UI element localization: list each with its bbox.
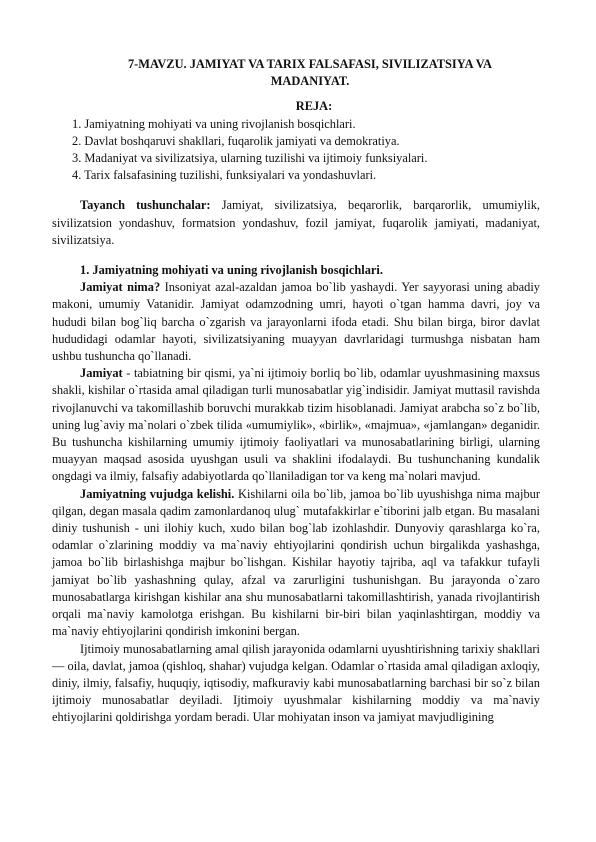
title-line-2: MADANIYAT. — [270, 74, 350, 89]
paragraph-lead: Jamiyatning vujudga kelishi. — [80, 486, 235, 501]
paragraph-lead: Jamiyat nima? — [80, 280, 161, 295]
section-heading: 1. Jamiyatning mohiyati va uning rivojlanish bosqichlari. — [80, 263, 383, 278]
plan-item: 2. Davlat boshqaruvi shakllari, fuqarolik jamiyati va demokratiya. — [72, 133, 400, 148]
paragraph-text: Insoniyat azal-azaldan jamoa bo`lib yashaydi. Yer sayyorasi uning abadiy makoni, umumiy Vatanidir. Jamiyat odamzodning umri, hayoti o`tgan hamma davri, joy va hududi bilan bog`liq barcha o`zgarish va jarayonlarni ifoda etadi. Shu bilan birga, biror davlat hududidagi odamlar hayoti, sivilizatsiyaning muayyan davrlaridagi turmushga nisbatan ham ushbu tushuncha qo`llanadi. — [52, 280, 540, 364]
paragraph: Ijtimoiy munosabatlarning amal qilish jarayonida odamlarni uyushtirishning tarixiy shakllari — oila, davlat, jamoa (qishloq, shahar) vujudga kelgan. Odamlar o`rtasida amal qiladigan axloqiy, diniy, ilmiy, falsafiy, huquqiy, iqtisodiy, mafkuraviy kabi munosabatlarning barchasi bir so`z bilan ijtimoiy munosabatlar deyiladi. Ijtimoiy uyushmalar kishilarning moddiy va ma`naviy ehtiyojlarini qoldirishga yordam beradi. Ular mohiyatan inson va jamiyat mavjudligining — [52, 641, 540, 725]
paragraph-lead: Jamiyat — [80, 366, 123, 381]
plan-item: 4. Tarix falsafasining tuzilishi, funksiyalari va yondashuvlari. — [72, 168, 377, 183]
paragraph — [52, 365, 540, 485]
paragraph — [52, 486, 540, 641]
key-concepts-text: Jamiyat, sivilizatsiya, beqarorlik, barqarorlik, umumiylik, sivilizatsion yondashuv, formatsion yondashuv, fozil jamiyat, fuqarolik jamiyati, madaniyat, sivilizatsiya. — [52, 198, 540, 247]
paragraph-text: - tabiatning bir qismi, ya`ni ijtimoiy borliq bo`lib, odamlar uyushmasining maxsus shakli, kishilar o`rtasida amal qiladigan turli munosabatlar yig`indisidir. Jamiyat muttasil ravishda rivojlanuvchi va takomillashib boruvchi murakkab tizim hisoblanadi. Jamiyat arabcha so`z bo`lib, uning lug`aviy ma`nolari o`zbek tilida «umumiylik», «birlik», «majmua», «jamlangan» deganidir. Bu tushuncha kishilarning umumiy ijtimoiy faoliyatlari va munosabatlarining birligi, ularning muayyan maqsad asosida uyushgan usuli va shaklini ifodalaydi. Bu tushunchaning kundalik ongdagi va ilmiy, falsafiy adabiyotlarda qo`llaniladigan tor va keng ma`nolari mavjud. — [52, 366, 540, 484]
page-title — [80, 56, 540, 90]
title-line-1: 7-MAVZU. JAMIYAT VA TARIX FALSAFASI, SIVILIZATSIYA VA — [127, 57, 493, 71]
plan-list — [72, 116, 540, 185]
key-concepts-label: Tayanch tushunchalar: — [80, 198, 211, 213]
key-concepts — [52, 197, 540, 249]
plan-item: 1. Jamiyatning mohiyati va uning rivojlanish bosqichlari. — [72, 116, 356, 131]
paragraph — [52, 279, 540, 365]
plan-heading: REJA: — [295, 99, 333, 114]
paragraph-text: Kishilarni oila bo`lib, jamoa bo`lib uyushishga nima majbur qilgan, degan masala qadim zamonlardanoq ulug` mutafakkirlar e`tiborini jalb etgan. Bu masalani diniy tushunish - uni ilohiy kuch, xudo bilan bog`lab izohlashdir. Dunyoviy qarashlarga ko`ra, odamlar o`zlarining moddiy va ma`naviy ehtiyojlarini qondirish uchun birgalikda yashashga, jamoa bo`lib birlashishga majbur bo`lishgan. Kishilar hayotiy tajriba, aql va tafakkur tufayli jamiyat bo`lib yashashning qulay, afzal va zarurligini tushunishgan. Bu jarayonda o`zaro munosabatlarga kirishgan kishilar ana shu munosabatlarni takomillashtirish, yanada rivojlantirish orqali ma`naviy kamolotga erishgan. Bu kishilarni bir-biri bilan yaqinlashtirgan, moddiy va ma`naviy ehtiyojlarini qondirish imkonini bergan. — [52, 486, 540, 639]
plan-item: 3. Madaniyat va sivilizatsiya, ularning tuzilishi va ijtimoiy funksiyalari. — [72, 151, 428, 166]
